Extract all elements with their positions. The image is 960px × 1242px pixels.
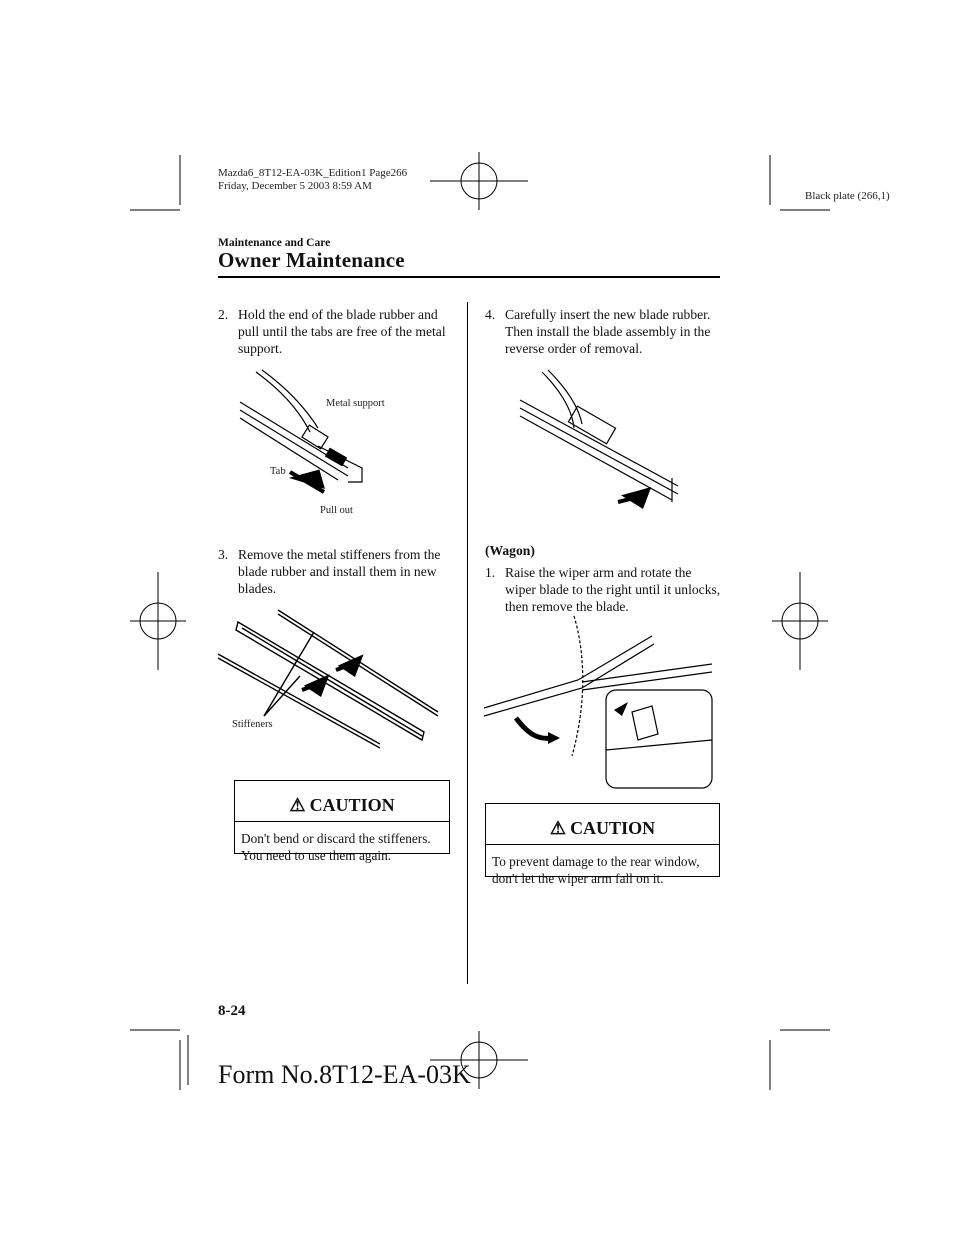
warning-triangle-icon: ⚠ (289, 794, 306, 815)
warning-triangle-icon: ⚠ (549, 817, 567, 838)
blade-insert-illustration (518, 368, 688, 518)
step-number: 1. (485, 565, 496, 580)
page-number: 8-24 (218, 1003, 246, 1019)
caution-box-right (485, 803, 720, 886)
caution-text: To prevent damage to the rear window, don't let the wiper arm fall on it. (492, 854, 700, 886)
caution-text: Don't bend or discard the stiffeners. You need to use them again. (241, 831, 431, 863)
step-text: Carefully insert the new blade rubber. Then install the blade assembly in the reverse order of removal. (505, 307, 711, 356)
caution-header (235, 781, 449, 822)
caution-title: CAUTION (309, 794, 395, 815)
page-title: Owner Maintenance (218, 248, 405, 272)
wagon-label: (Wagon) (485, 543, 535, 558)
caution-box-left (234, 780, 450, 863)
step-text: Raise the wiper arm and rotate the wiper blade to the right until it unlocks, then remove the blade. (505, 565, 721, 614)
step-text: Hold the end of the blade rubber and pull until the tabs are free of the metal support. (238, 307, 446, 356)
plate-label: Black plate (266,1) (805, 190, 890, 202)
label-stiffeners: Stiffeners (232, 719, 273, 730)
print-info-line1: Mazda6_8T12-EA-03K_Edition1 Page266 (218, 167, 408, 179)
step-2 (218, 306, 448, 357)
label-metal-support: Metal support (326, 398, 385, 409)
print-info-line2: Friday, December 5 2003 8:59 AM (218, 180, 372, 192)
step-4 (485, 306, 720, 357)
section-label: Maintenance and Care (218, 237, 331, 249)
rear-wiper-illustration (482, 616, 716, 792)
step-3 (218, 546, 448, 597)
step-number: 3. (218, 547, 229, 562)
title-rule (218, 276, 720, 278)
form-number: Form No.8T12-EA-03K (218, 1060, 471, 1089)
caution-title: CAUTION (570, 817, 656, 838)
step-text: Remove the metal stiffeners from the blade rubber and install them in new blades. (238, 547, 441, 596)
caution-header (486, 804, 719, 845)
label-pull-out: Pull out (320, 505, 353, 516)
step-1 (485, 564, 725, 615)
label-tab: Tab (270, 466, 286, 477)
step-number: 4. (485, 307, 496, 322)
blade-pull-out-illustration (238, 368, 378, 498)
print-info (218, 167, 407, 193)
column-divider (467, 302, 468, 984)
step-number: 2. (218, 307, 229, 322)
